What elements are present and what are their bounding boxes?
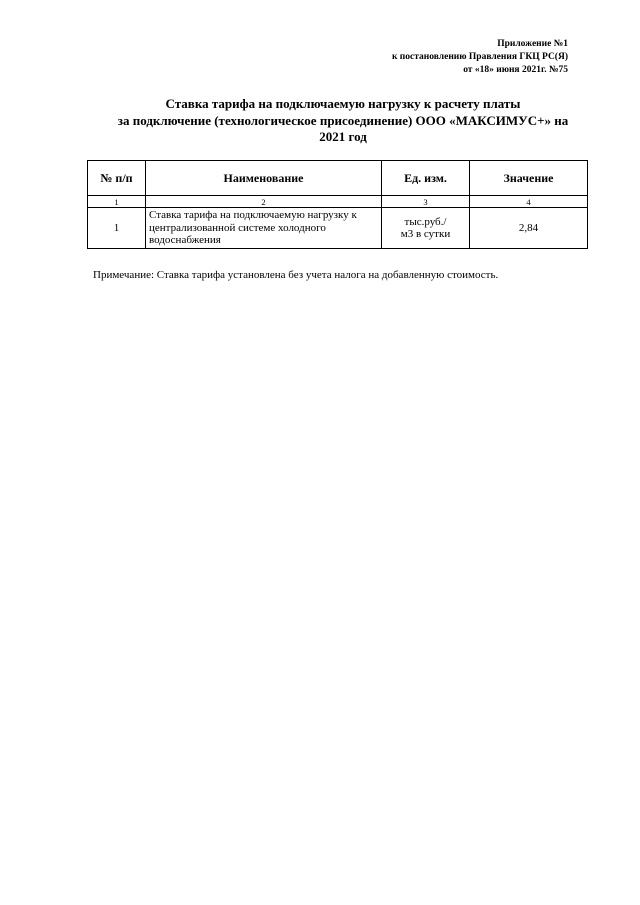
table-index-row	[88, 196, 588, 208]
title-line-3: 2021 год	[319, 129, 367, 144]
row-unit-line-1: тыс.руб./	[404, 215, 447, 228]
appendix-line-1: Приложение №1	[497, 39, 568, 49]
row-unit	[382, 208, 470, 249]
header-name: Наименование	[146, 161, 382, 196]
header-value: Значение	[470, 161, 588, 196]
header-number: № п/п	[88, 161, 146, 196]
row-value: 2,84	[470, 208, 588, 249]
row-number: 1	[88, 208, 146, 249]
footnote: Примечание: Ставка тарифа установлена без учета налога на добавленную стоимость.	[93, 269, 499, 281]
tariff-table	[87, 160, 588, 249]
document-title	[88, 96, 598, 146]
appendix-line-3: от «18» июня 2021г. №75	[463, 65, 568, 75]
header-unit: Ед. изм.	[382, 161, 470, 196]
title-line-2: за подключение (технологическое присоединение) ООО «МАКСИМУС+» на	[117, 112, 569, 128]
index-cell-1: 1	[88, 196, 146, 208]
index-cell-3: 3	[382, 196, 470, 208]
index-cell-4: 4	[470, 196, 588, 208]
index-cell-2: 2	[146, 196, 382, 208]
title-line-1: Ставка тарифа на подключаемую нагрузку к расчету платы	[165, 96, 521, 111]
row-name: Ставка тарифа на подключаемую нагрузку к централизованной системе холодного водоснабжения	[146, 208, 382, 249]
table-header-row	[88, 161, 588, 196]
table-row	[88, 208, 588, 249]
appendix-reference	[392, 38, 568, 77]
appendix-line-2: к постановлению Правления ГКЦ РС(Я)	[391, 52, 568, 62]
row-unit-line-2: м3 в сутки	[400, 228, 451, 240]
